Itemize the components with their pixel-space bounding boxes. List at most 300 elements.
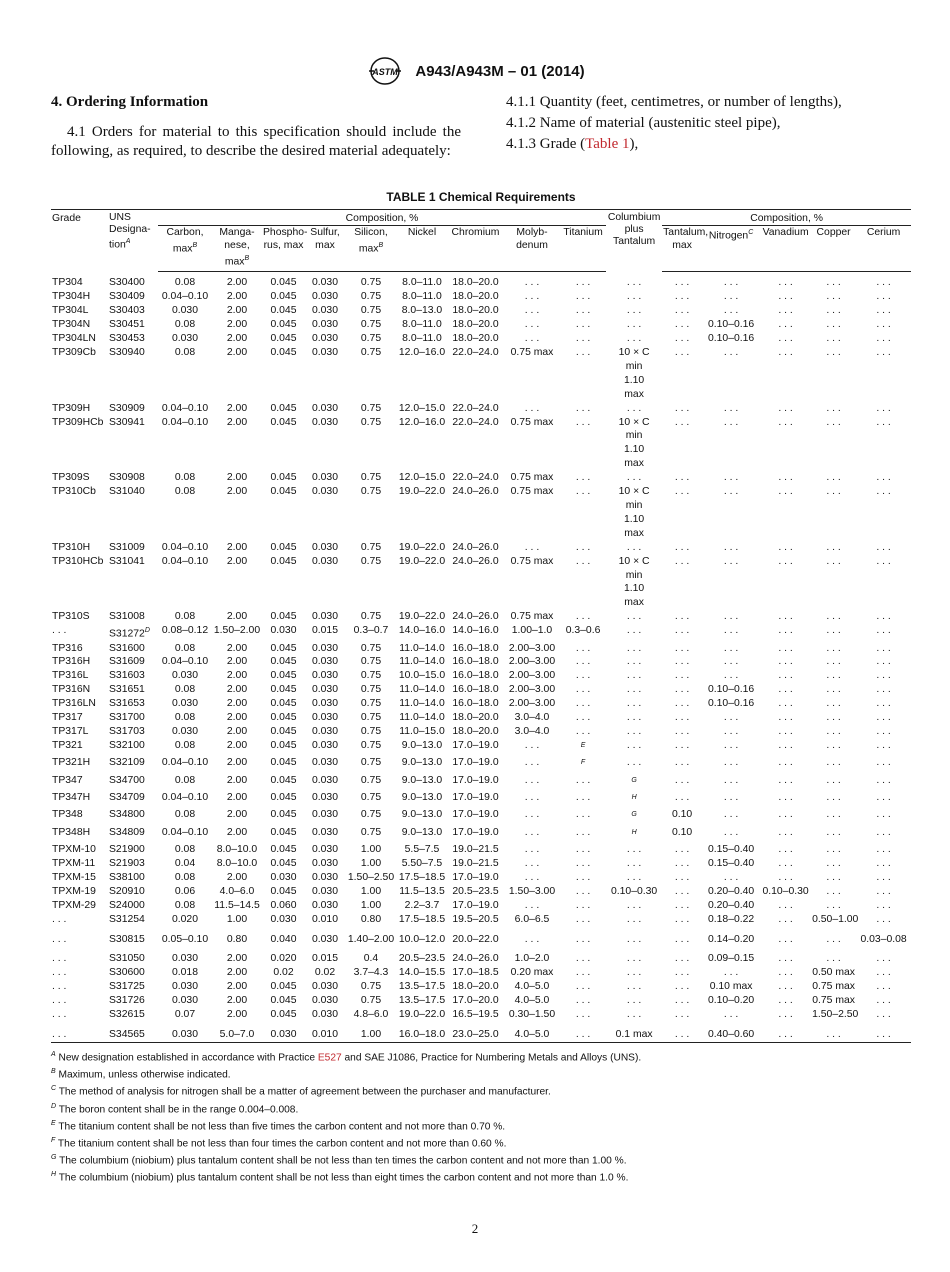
cell-v: . . .: [778, 416, 793, 428]
col-composition-group-2: Composition, %: [662, 210, 911, 226]
cell-p: 0.045: [270, 684, 297, 696]
cell-n: . . .: [723, 712, 739, 724]
cell-ta: . . .: [674, 555, 690, 567]
cell-mo: . . .: [524, 933, 540, 945]
cell-n: . . .: [723, 347, 739, 358]
cell-si: 1.00: [360, 899, 382, 911]
page-header: [0, 56, 950, 86]
cell-cu: . . .: [826, 416, 841, 428]
cell-cr: 20.0–22.0: [452, 933, 499, 945]
table-row: [51, 739, 911, 756]
cell-ti: . . .: [575, 402, 591, 414]
cell-mo: 4.0–5.0: [514, 1028, 550, 1040]
cell-v: . . .: [778, 858, 793, 869]
cell-mo: 0.30–1.50: [508, 1009, 556, 1021]
cell-cu: . . .: [826, 305, 841, 317]
cell-mn: 2.00: [226, 757, 248, 769]
cell-g: TPXM-11: [52, 858, 96, 869]
cell-si: 0.75: [360, 981, 382, 993]
cell-s: 0.030: [311, 402, 338, 414]
cell-mo: . . .: [524, 871, 540, 883]
cell-ni: 19.0–22.0: [398, 611, 446, 623]
cell-ce: . . .: [876, 826, 891, 838]
cell-s: 0.030: [311, 899, 338, 911]
cell-ti: . . .: [575, 656, 591, 668]
cell-n: . . .: [723, 809, 739, 821]
cell-ti: . . .: [575, 277, 591, 289]
cell-mn: 2.00: [226, 1009, 248, 1021]
cell-g: TP304: [52, 276, 83, 288]
table-row: [51, 642, 911, 656]
cell-ta: . . .: [674, 333, 690, 345]
cell-si: 1.00: [360, 858, 382, 869]
cell-c: 0.08: [174, 844, 196, 856]
cell-p: 0.045: [270, 725, 297, 737]
cell-si: 0.75: [360, 712, 382, 724]
cell-v: . . .: [778, 1028, 793, 1040]
cell-si: 0.75: [360, 791, 382, 803]
table-row: [51, 899, 911, 913]
table-row: [51, 711, 911, 725]
cell-mo: 0.75 max: [510, 555, 554, 567]
cell-g: TP310HCb: [52, 555, 104, 567]
cell-n: 0.20–0.40: [707, 899, 755, 911]
cell-p: 0.045: [270, 656, 297, 668]
cell-ce: . . .: [876, 774, 891, 786]
cell-cr: 23.0–25.0: [452, 1028, 499, 1040]
cell-mn: 2.00: [226, 656, 248, 668]
cell-v: . . .: [778, 899, 793, 911]
table-row: [51, 980, 911, 994]
table-row: [51, 725, 911, 739]
table-row: [51, 541, 911, 555]
cell-ni: 9.0–13.0: [401, 809, 443, 821]
cell-cb: . . .: [626, 333, 642, 345]
cell-u: S31700: [109, 712, 145, 724]
cell-u: S31651: [109, 684, 145, 696]
cell-cb: . . .: [626, 871, 642, 883]
col-nickel: Nickel: [397, 226, 447, 272]
footnote-mark: D: [144, 627, 150, 635]
cell-ti: . . .: [575, 670, 591, 682]
cell-ta: . . .: [674, 486, 690, 498]
cell-ni: 14.0–16.0: [398, 625, 446, 637]
cell-s: 0.030: [311, 319, 338, 331]
cell-ti: . . .: [575, 995, 591, 1007]
cell-cb: . . .: [626, 757, 642, 769]
cell-mn: 2.00: [226, 739, 248, 751]
cell-v: . . .: [778, 642, 793, 654]
cell-cb: . . .: [626, 844, 642, 856]
cell-cr: 24.0–26.0: [452, 555, 499, 567]
cell-v: . . .: [778, 913, 793, 925]
cell-cu: . . .: [826, 953, 841, 965]
cell-cu: . . .: [826, 347, 841, 358]
cell-cr: 20.5–23.5: [452, 885, 499, 897]
table-row: [51, 966, 911, 980]
cell-ta: . . .: [674, 319, 690, 331]
cell-cu: . . .: [826, 739, 841, 751]
footnote-d: $^D$ The boron content shall be in the range 0.004–0.008.: [51, 1102, 299, 1115]
cell-ce: . . .: [876, 725, 891, 737]
cell-cu: . . .: [826, 885, 841, 897]
cell-cr: 16.0–18.0: [452, 670, 499, 682]
cell-ni: 19.0–22.0: [398, 555, 446, 567]
cell-cu: . . .: [826, 611, 841, 623]
cell-cu: . . .: [826, 899, 841, 911]
cell-ti: . . .: [575, 333, 591, 345]
col-silicon: Silicon, max$^B$: [345, 226, 397, 272]
cell-ce: . . .: [876, 757, 891, 769]
cell-g: TP309HCb: [52, 416, 104, 428]
cell-g: . . .: [52, 1028, 67, 1040]
cell-cr: 16.0–18.0: [452, 656, 499, 668]
cell-si: 0.75: [360, 472, 382, 484]
cell-si: 0.75: [360, 319, 382, 331]
cell-ce: . . .: [876, 885, 891, 897]
cell-ta: . . .: [674, 913, 690, 925]
cell-mo: 2.00–3.00: [508, 670, 556, 682]
cell-si: 1.00: [360, 844, 382, 856]
cell-n: 0.40–0.60: [707, 1028, 755, 1040]
col-columbium: Columbium plus Tantalum: [607, 212, 661, 247]
cell-ni: 9.0–13.0: [401, 739, 443, 751]
cell-ce: . . .: [876, 1009, 891, 1021]
cell-ti: . . .: [575, 347, 591, 358]
cell-cb: . . .: [626, 541, 642, 553]
cell-s: 0.030: [311, 670, 338, 682]
cell-g: TP317L: [52, 725, 89, 737]
cell-ni: 9.0–13.0: [401, 774, 443, 786]
table-row: [51, 871, 911, 885]
cell-c: 0.08: [174, 486, 196, 498]
table-row: [51, 485, 911, 541]
cell-ta: 0.10: [671, 826, 693, 838]
cell-u: S31008: [109, 611, 145, 623]
cell-n: . . .: [723, 725, 739, 737]
cell-p: 0.045: [270, 472, 297, 484]
section-paragraph: 4.1 Orders for material to this specification should include the following, as required, to describe the desired material adequately:: [51, 124, 461, 159]
cell-cr: 17.0–19.0: [452, 826, 499, 838]
table-1-link[interactable]: Table 1: [585, 136, 630, 152]
cell-cb: . . .: [626, 642, 642, 654]
cell-u: S31609: [109, 656, 145, 668]
cell-u: S30940: [109, 347, 145, 358]
cell-mo: 3.0–4.0: [514, 712, 550, 724]
footnote-b: $^B$ Maximum, unless otherwise indicated.: [51, 1068, 231, 1081]
cell-mo: . . .: [524, 277, 540, 289]
cell-ti: . . .: [575, 486, 591, 498]
cell-s: 0.030: [311, 981, 338, 993]
cell-n: . . .: [723, 1009, 739, 1021]
cell-g: TPXM-29: [52, 899, 96, 911]
footnote-a: $^A$ New designation established in accordance with Practice E527 and SAE J1086, Practice for Numbering Metals and Alloys (UNS).: [51, 1051, 642, 1064]
cell-p: 0.045: [270, 858, 297, 869]
e527-link[interactable]: E527: [317, 1052, 342, 1064]
table-row: [51, 290, 911, 304]
table-row: [51, 1008, 911, 1022]
cell-g: TP321H: [52, 757, 91, 769]
cell-ta: . . .: [674, 277, 690, 289]
cell-cr: 17.0–19.0: [452, 739, 499, 751]
cell-mo: 2.00–3.00: [508, 698, 556, 710]
table-row: [51, 683, 911, 697]
cell-ti: . . .: [575, 858, 591, 869]
cell-u: S30400: [109, 276, 145, 288]
cell-ce: . . .: [876, 739, 891, 751]
table-row: [51, 332, 911, 346]
cell-cb: . . .: [626, 291, 642, 303]
table-row: [51, 655, 911, 669]
cell-ce: . . .: [876, 416, 891, 428]
cell-mn: 1.50–2.00: [213, 625, 261, 637]
cell-n: . . .: [723, 871, 739, 883]
cell-ta: . . .: [674, 757, 690, 769]
cell-ti: . . .: [575, 472, 591, 484]
cell-cu: 0.50 max: [812, 967, 855, 979]
cell-mn: 8.0–10.0: [216, 858, 258, 869]
cell-ni: 13.5–17.5: [398, 995, 446, 1007]
cell-ni: 11.0–14.0: [399, 642, 445, 654]
table-body: [51, 272, 911, 1042]
cell-ni: 5.5–7.5: [404, 844, 440, 856]
cell-ni: 5.50–7.5: [401, 858, 443, 869]
cell-mn: 2.00: [226, 791, 248, 803]
cell-s: 0.030: [311, 725, 338, 737]
table-row: [51, 913, 911, 927]
cell-ce: . . .: [876, 844, 891, 856]
cell-n: . . .: [723, 277, 739, 289]
cell-cu: . . .: [826, 642, 841, 654]
cell-s: 0.030: [311, 933, 338, 945]
cell-v: . . .: [778, 277, 793, 289]
cell-ta: . . .: [674, 1009, 690, 1021]
cell-cu: . . .: [826, 541, 841, 553]
cell-cb: . . .: [626, 625, 642, 637]
cell-cu: 0.75 max: [812, 995, 855, 1007]
cell-cb: [606, 774, 662, 791]
cell-c: 0.08: [174, 642, 196, 654]
cell-u: S24000: [109, 899, 145, 911]
cell-cr: 14.0–16.0: [452, 625, 499, 637]
cell-cu: . . .: [826, 333, 841, 345]
cell-ti: . . .: [575, 885, 591, 897]
cell-cb: . . .: [626, 899, 642, 911]
cell-ti: . . .: [575, 774, 591, 786]
cell-c: 0.08: [174, 871, 196, 883]
cell-ta: . . .: [674, 698, 690, 710]
cell-cr: 16.5–19.5: [452, 1009, 499, 1021]
cell-u: S30409: [109, 291, 145, 303]
cell-v: . . .: [778, 402, 793, 414]
cell-ce: . . .: [876, 656, 891, 668]
cell-ce: . . .: [876, 967, 891, 979]
cell-c: 0.018: [171, 967, 198, 979]
cell-p: 0.045: [270, 791, 297, 803]
chemical-requirements-table-wrap: [51, 209, 911, 1043]
cell-si: 0.75: [360, 670, 382, 682]
cell-cr: 24.0–26.0: [452, 541, 499, 553]
cell-u: S32109: [109, 757, 145, 769]
cell-v: . . .: [778, 291, 793, 303]
footnote-mark: F: [580, 759, 586, 767]
footnote-e: $^E$ The titanium content shall be not less than five times the carbon content and not more than 0.70 %.: [51, 1119, 506, 1133]
cell-ti: . . .: [575, 541, 591, 553]
cell-ta: . . .: [674, 933, 690, 945]
cell-si: 0.80: [360, 913, 382, 925]
cell-cu: . . .: [826, 809, 841, 821]
table-row: [51, 1028, 911, 1042]
cell-s: 0.030: [311, 809, 338, 821]
cell-n: . . .: [723, 739, 739, 751]
cell-s: 0.030: [311, 774, 338, 786]
cell-u: S34709: [109, 791, 145, 803]
cell-g: TP309H: [52, 402, 91, 414]
cell-c: 0.04–0.10: [161, 541, 209, 553]
cell-u: S31272$^D$: [109, 627, 150, 640]
cell-mn: 2.00: [226, 684, 248, 696]
cell-c: 0.08: [174, 684, 196, 696]
cell-ti: . . .: [575, 698, 591, 710]
cell-g: TPXM-15: [52, 871, 96, 883]
table-row: [51, 826, 911, 843]
cell-p: 0.045: [270, 555, 297, 567]
cell-u: S31600: [109, 642, 145, 654]
cell-s: 0.010: [311, 1028, 338, 1040]
cell-mn: 2.00: [226, 698, 248, 710]
cell-c: 0.08: [174, 712, 196, 724]
table-row: [51, 933, 911, 947]
cell-v: . . .: [778, 611, 793, 623]
cell-ti: . . .: [575, 899, 591, 911]
cell-cb: . . .: [626, 995, 642, 1007]
cell-si: 1.50–2.50: [347, 871, 395, 883]
cell-n: . . .: [723, 402, 739, 414]
cell-cb: . . .: [626, 739, 642, 751]
cell-s: 0.030: [311, 858, 338, 869]
cell-p: 0.045: [270, 885, 297, 897]
cell-mn: 2.00: [226, 333, 248, 345]
table-row: [51, 756, 911, 773]
cell-cr: 22.0–24.0: [452, 416, 499, 428]
cell-cu: . . .: [826, 1028, 841, 1040]
cell-ni: 17.5–18.5: [398, 913, 446, 925]
table-row: [51, 697, 911, 711]
cell-v: . . .: [778, 698, 793, 710]
cell-ni: 19.0–22.0: [398, 1009, 446, 1021]
cell-ce: . . .: [876, 642, 891, 654]
cell-n: . . .: [723, 541, 739, 553]
cell-ta: . . .: [674, 541, 690, 553]
cell-p: 0.045: [270, 611, 297, 623]
col-tantalum: Tantalum, max: [662, 226, 702, 272]
cell-n: 0.10–0.20: [707, 995, 755, 1007]
cell-ce: . . .: [876, 319, 891, 331]
cell-ti: . . .: [575, 642, 591, 654]
cell-cb: . . .: [626, 472, 642, 484]
svg-text:ASTM: ASTM: [372, 67, 399, 77]
cell-cb: . . .: [626, 981, 642, 993]
cell-s: 0.030: [311, 472, 338, 484]
cell-n: . . .: [723, 472, 739, 484]
cell-cu: . . .: [826, 791, 841, 803]
cell-s: 0.015: [311, 953, 338, 965]
cell-mo: 4.0–5.0: [514, 981, 550, 993]
cell-mn: 2.00: [226, 967, 248, 979]
cell-c: 0.04–0.10: [161, 826, 209, 838]
cell-ni: 12.0–15.0: [398, 402, 446, 414]
table-row: [51, 669, 911, 683]
table-row: [51, 885, 911, 899]
cell-p: 0.045: [270, 844, 297, 856]
cell-ta: . . .: [674, 712, 690, 724]
cell-s: 0.030: [311, 656, 338, 668]
cell-u: S31041: [109, 555, 145, 567]
table-row: [51, 857, 911, 871]
cell-n: . . .: [723, 826, 739, 838]
cell-ce: . . .: [876, 995, 891, 1007]
cell-ce: . . .: [876, 347, 891, 358]
cell-ti: . . .: [575, 967, 591, 979]
cell-si: 0.3–0.7: [353, 625, 389, 637]
cell-si: 0.75: [360, 774, 382, 786]
cell-si: 1.00: [360, 885, 382, 897]
cell-ta: . . .: [674, 899, 690, 911]
cell-ti: . . .: [575, 953, 591, 965]
cell-ce: . . .: [876, 277, 891, 289]
cell-ti: . . .: [575, 684, 591, 696]
table-row: [51, 808, 911, 825]
cell-c: 0.05–0.10: [161, 933, 209, 945]
cell-cb: . . .: [626, 611, 642, 623]
cell-mo: 4.0–5.0: [514, 995, 550, 1007]
cell-mo: . . .: [524, 739, 540, 751]
cell-cr: 19.0–21.5: [452, 858, 499, 869]
cell-ta: . . .: [674, 774, 690, 786]
cell-mo: . . .: [524, 402, 540, 414]
cell-p: 0.030: [270, 871, 297, 883]
footnote-g: $^G$ The columbium (niobium) plus tantalum content shall be not less than ten times the carbon content and not more than 1.00 %.: [51, 1154, 627, 1167]
cell-n: . . .: [723, 670, 739, 682]
cell-ti: 0.3–0.6: [565, 625, 601, 637]
cell-ni: 10.0–15.0: [398, 670, 446, 682]
cell-g: TP348: [52, 809, 83, 821]
cell-n: . . .: [723, 611, 739, 623]
table-row: [51, 416, 911, 472]
cell-c: 0.030: [171, 725, 198, 737]
cell-cu: . . .: [826, 725, 841, 737]
cell-p: 0.030: [270, 1028, 297, 1040]
cell-s: 0.030: [311, 1009, 338, 1021]
cell-g: TP347: [52, 774, 83, 786]
cell-ce: . . .: [876, 899, 891, 911]
cell-g: TP316: [52, 642, 83, 654]
cell-n: . . .: [723, 656, 739, 668]
cell-cb: . . .: [626, 725, 642, 737]
cell-u: S30941: [109, 416, 145, 428]
cell-si: 0.75: [360, 809, 382, 821]
table-row: [51, 471, 911, 485]
cell-si: 0.75: [360, 757, 382, 769]
cell-cu: . . .: [826, 712, 841, 724]
ordering-info-right-column: [506, 93, 906, 156]
cell-p: 0.045: [270, 757, 297, 769]
cell-g: TP316L: [52, 670, 89, 682]
cell-c: 0.04–0.10: [161, 291, 209, 303]
cell-ti: . . .: [575, 981, 591, 993]
cell-v: . . .: [778, 809, 793, 821]
cell-mn: 2.00: [226, 402, 248, 414]
